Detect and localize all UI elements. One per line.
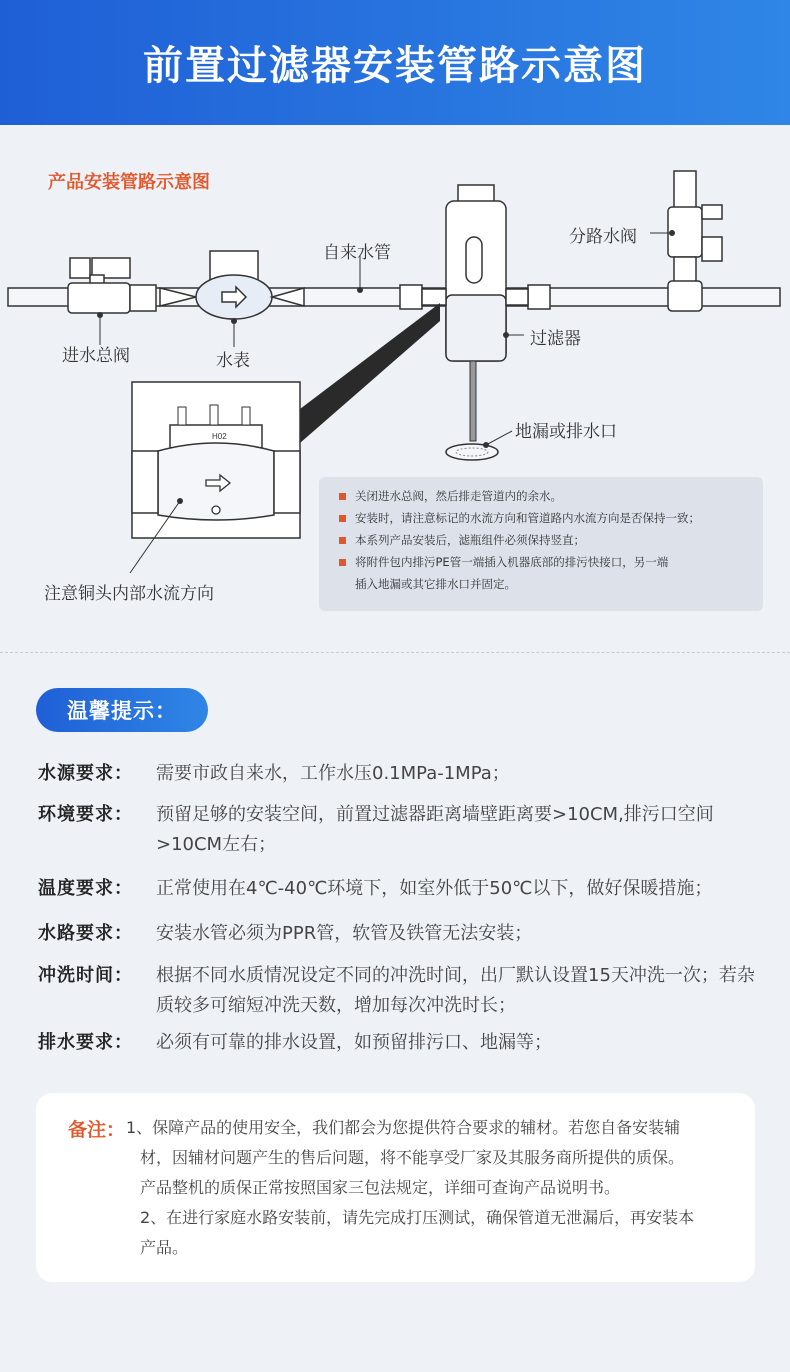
note-item: 安装时，请注意标记的水流方向和管道路内水流方向是否保持一致； — [339, 507, 763, 529]
tap-pipe-label: 自来水管 — [323, 243, 391, 263]
remark-line: 产品。 — [140, 1238, 189, 1257]
requirement-value: 预留足够的安装空间，前置过滤器距离墙壁距离要>10CM,排污口空间>10CM左右； — [156, 804, 714, 855]
requirement-value: 根据不同水质情况设定不同的冲洗时间，出厂默认设置15天冲洗一次；若杂质较多可缩短冲洗天数，增加每次冲洗时长； — [156, 965, 755, 1016]
remark-line: 材，因辅材问题产生的售后问题，将不能享受厂家及其服务商所提供的质保。 — [140, 1148, 685, 1167]
filter-icon — [400, 185, 550, 441]
main-valve-icon — [68, 258, 156, 313]
requirement-row — [38, 800, 756, 860]
installation-diagram — [0, 125, 790, 650]
section-divider — [0, 652, 790, 653]
requirement-key: 水路要求： — [38, 923, 133, 944]
requirement-value: 需要市政自来水，工作水压0.1MPa-1MPa； — [156, 763, 510, 784]
requirement-row — [38, 759, 756, 789]
requirement-row — [38, 1028, 756, 1058]
requirement-value: 正常使用在4℃-40℃环境下，如室外低于50℃以下，做好保暖措施； — [156, 878, 713, 899]
meter-closeup-icon — [132, 382, 300, 538]
flow-direction-label: 注意铜头内部水流方向 — [44, 584, 214, 604]
section-label: 产品安装管路示意图 — [48, 172, 210, 193]
water-meter-label: 水表 — [216, 351, 250, 371]
meter-mark-label: H02 — [212, 432, 227, 441]
requirement-row — [38, 874, 756, 904]
main-valve-label: 进水总阀 — [62, 346, 130, 366]
requirement-key: 温度要求： — [38, 878, 133, 899]
requirement-value: 安装水管必须为PPR管，软管及铁管无法安装； — [156, 923, 533, 944]
requirement-key: 环境要求： — [38, 804, 133, 825]
requirement-row — [38, 961, 756, 1021]
requirement-key: 水源要求： — [38, 763, 133, 784]
requirement-key: 排水要求： — [38, 1032, 133, 1053]
note-item: 将附件包内排污PE管一端插入机器底部的排污快接口，另一端 — [339, 551, 763, 573]
tips-title: 温馨提示： — [36, 688, 208, 732]
note-item: 关闭进水总阀，然后排走管道内的余水。 — [339, 485, 763, 507]
remark-line: 产品整机的质保正常按照国家三包法规定，详细可查询产品说明书。 — [140, 1178, 621, 1197]
install-notes — [319, 477, 763, 611]
note-item-continued: 插入地漏或其它排水口并固定。 — [355, 577, 516, 591]
remark-text — [126, 1113, 726, 1263]
water-meter-icon — [160, 251, 304, 319]
page-header — [0, 0, 790, 125]
remark-card — [36, 1093, 755, 1282]
floor-drain-label: 地漏或排水口 — [515, 422, 617, 442]
floor-drain-icon — [446, 444, 498, 460]
note-item: 本系列产品安装后，滤瓶组件必须保持竖直； — [339, 529, 763, 551]
remark-line: 2、在进行家庭水路安装前，请先完成打压测试，确保管道无泄漏后，再安装本 — [140, 1208, 695, 1227]
requirement-value: 必须有可靠的排水设置，如预留排污口、地漏等； — [156, 1032, 552, 1053]
filter-label: 过滤器 — [530, 329, 581, 349]
remark-key: 备注： — [68, 1119, 126, 1141]
requirement-row — [38, 919, 756, 949]
branch-valve-label: 分路水阀 — [569, 227, 637, 247]
requirement-key: 冲洗时间： — [38, 965, 133, 986]
page-title: 前置过滤器安装管路示意图 — [143, 43, 647, 89]
remark-line: 1、保障产品的使用安全，我们都会为您提供符合要求的辅材。若您自备安装辅 — [126, 1118, 681, 1137]
